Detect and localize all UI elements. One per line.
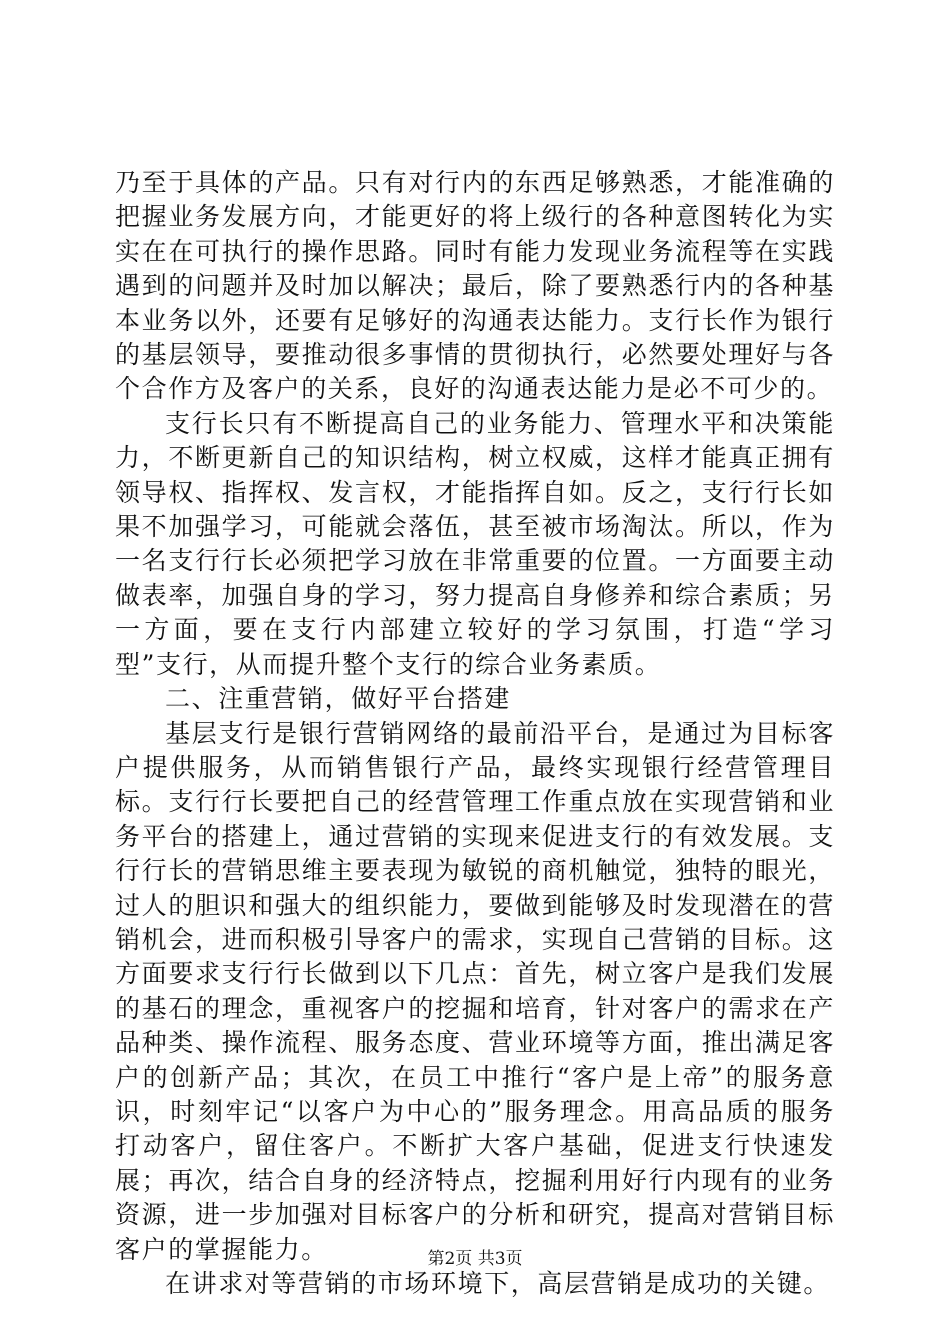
document-body [115, 166, 835, 1301]
section-heading: 二、注重营销，做好平台搭建 [165, 684, 511, 714]
paragraph-2: 支行长只有不断提高自己的业务能力、管理水平和决策能力，不断更新自己的知识结构，树立权威，这样才能真正拥有领导权、指挥权、发言权，才能指挥自如。反之，支行行长如果不加强学习，可能就会落伍，甚至被市场淘汰。所以，作为一名支行行长必须把学习放在非常重要的位置。一方面要主动做表率，加强自身的学习，努力提高自身修养和综合素质；另一方面，要在支行内部建立较好的学习氛围，打造“学习型”支行，从而提升整个支行的综合业务素质。 [115, 408, 835, 679]
paragraph-4: 在讲求对等营销的市场环境下，高层营销是成功的关键。 [165, 1269, 831, 1298]
paragraph-1: 乃至于具体的产品。只有对行内的东西足够熟悉，才能准确的把握业务发展方向，才能更好的将上级行的各种意图转化为实实在在可执行的操作思路。同时有能力发现业务流程等在实践遇到的问题并及时加以解决；最后，除了要熟悉行内的各种基本业务以外，还要有足够好的沟通表达能力。支行长作为银行的基层领导，要推动很多事情的贯彻执行，必然要处理好与各个合作方及客户的关系，良好的沟通表达能力是必不可少的。 [115, 168, 835, 404]
paragraph-3: 基层支行是银行营销网络的最前沿平台，是通过为目标客户提供服务，从而销售银行产品，最终实现银行经营管理目标。支行行长要把自己的经营管理工作重点放在实现营销和业务平台的搭建上，通过营销的实现来促进支行的有效发展。支行行长的营销思维主要表现为敏锐的商机触觉，独特的眼光，过人的胆识和强大的组织能力，要做到能够及时发现潜在的营销机会，进而积极引导客户的需求，实现自己营销的目标。这方面要求支行行长做到以下几点：首先，树立客户是我们发展的基石的理念，重视客户的挖掘和培育，针对客户的需求在产品种类、操作流程、服务态度、营业环境等方面，推出满足客户的创新产品；其次，在员工中推行“客户是上帝”的服务意识，时刻牢记“以客户为中心的”服务理念。用高品质的服务打动客户，留住客户。不断扩大客户基础，促进支行快速发展；再次，结合自身的经济特点，挖掘利用好行内现有的业务资源，进一步加强对目标客户的分析和研究，提高对营销目标客户的掌握能力。 [115, 718, 835, 1264]
page-footer: 第2页 共3页 [427, 1249, 523, 1269]
